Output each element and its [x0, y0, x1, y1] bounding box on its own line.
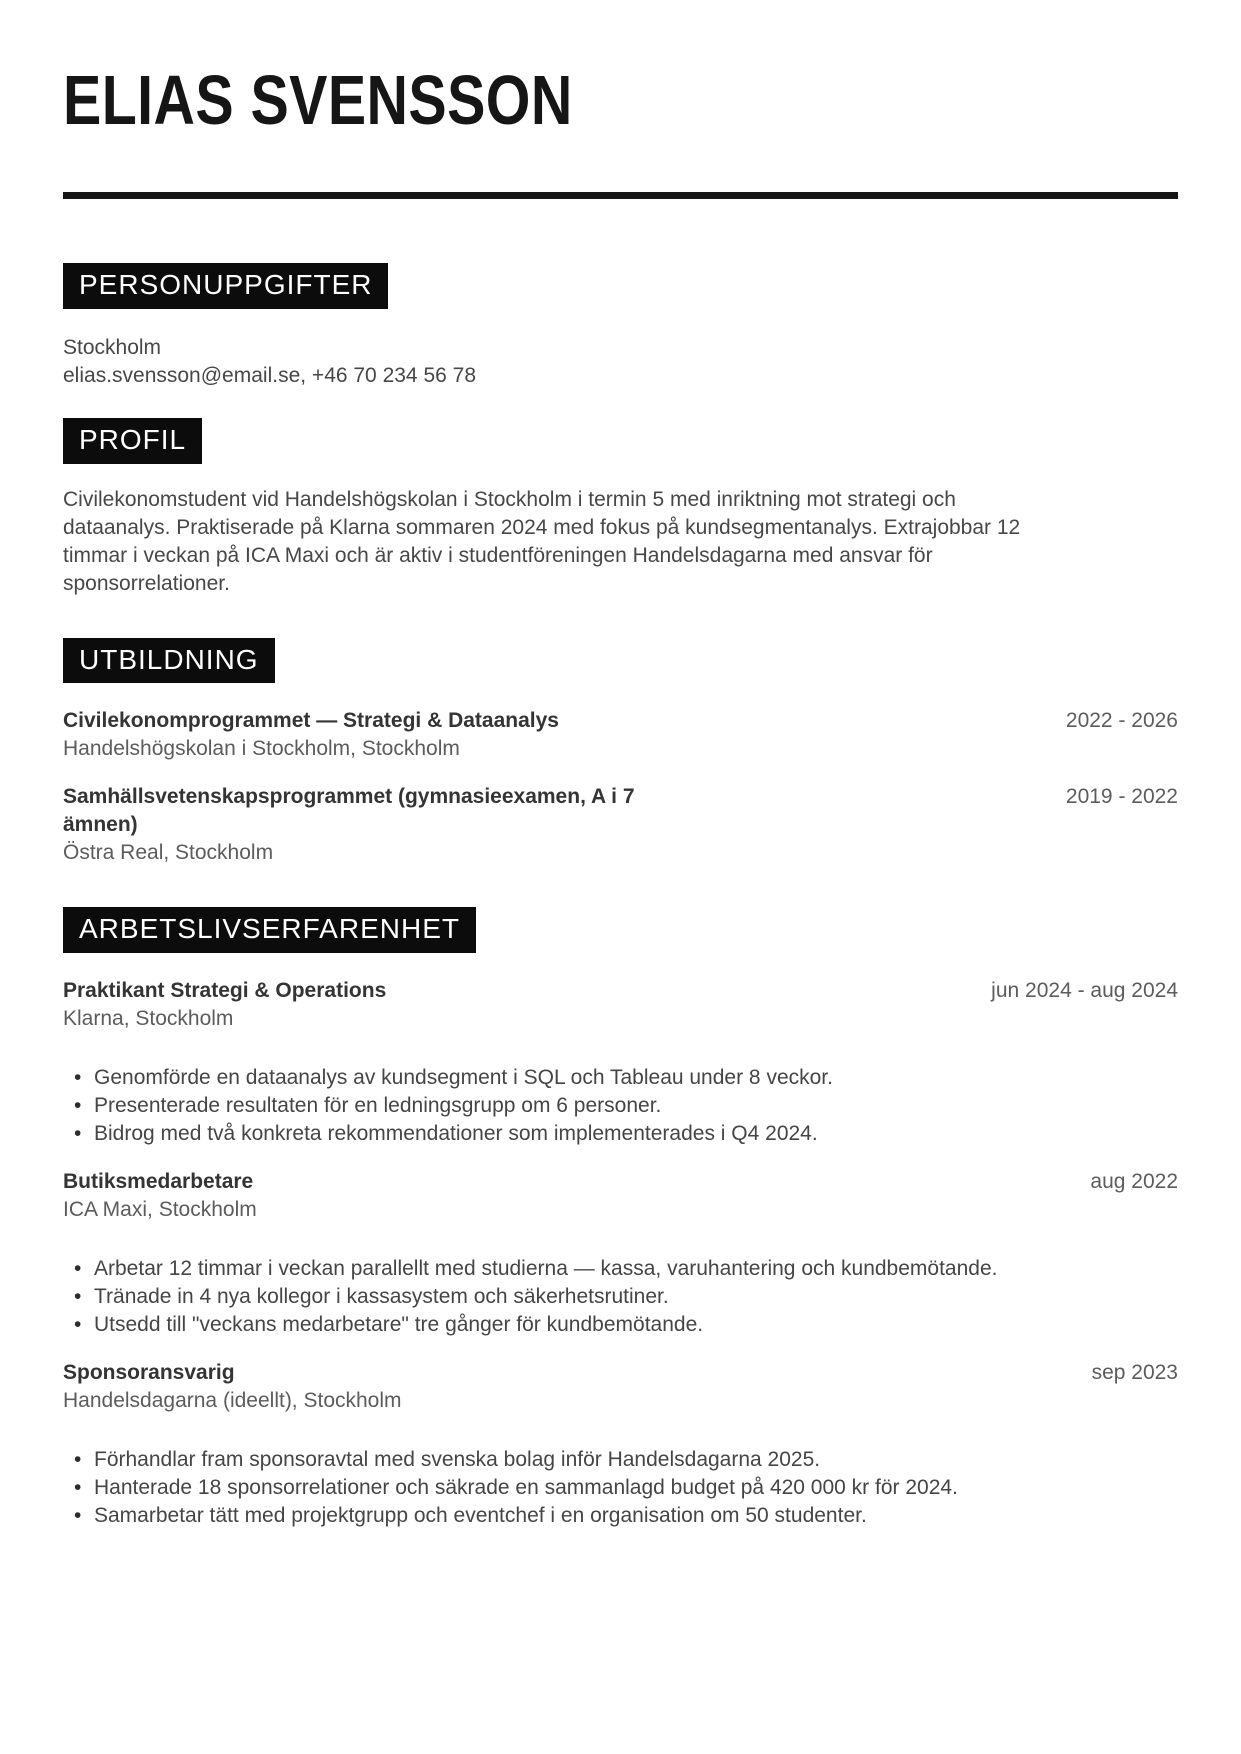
section-title-experience: ARBETSLIVSERFARENHET: [63, 907, 476, 953]
job-bullet: • Förhandlar fram sponsoravtal med svenska bolag inför Handelsdagarna 2025.: [63, 1446, 1178, 1474]
education-entry-header: [63, 707, 1178, 735]
job-bullet: • Utsedd till "veckans medarbetare" tre gånger för kundbemötande.: [63, 1311, 1178, 1339]
job-bullet: • Tränade in 4 nya kollegor i kassasystem och säkerhetsrutiner.: [63, 1283, 1178, 1311]
education-entry: [63, 707, 1178, 763]
job-bullet-list: [63, 1064, 1178, 1148]
section-profile: [63, 390, 1178, 598]
education-entry-header: [63, 783, 1178, 839]
school-name: Handelshögskolan i Stockholm, Stockholm: [63, 737, 460, 761]
experience-entry-header: [63, 1168, 1178, 1196]
job-title: Butiksmedarbetare: [63, 1170, 254, 1194]
job-bullet: • Arbetar 12 timmar i veckan parallellt med studierna — kassa, varuhantering och kundbemötande.: [63, 1255, 1178, 1283]
job-bullet: • Bidrog med två konkreta rekommendationer som implementerades i Q4 2024.: [63, 1120, 1178, 1148]
degree-title: Civilekonomprogrammet — Strategi & Dataanalys: [63, 709, 559, 733]
location-text: Stockholm: [63, 335, 162, 359]
school-name: Östra Real, Stockholm: [63, 841, 274, 865]
experience-entry-header: [63, 1359, 1178, 1387]
job-bullet: • Samarbetar tätt med projektgrupp och eventchef i en organisation om 50 studenter.: [63, 1502, 1178, 1530]
section-education: [63, 598, 1178, 868]
section-title-education: UTBILDNING: [63, 638, 275, 684]
job-bullet: • Genomförde en dataanalys av kundsegment i SQL och Tableau under 8 veckor.: [63, 1064, 1178, 1092]
job-title: Sponsoransvarig: [63, 1361, 235, 1385]
contact-block: [63, 334, 1178, 390]
page-title: ELIAS SVENSSON: [63, 61, 573, 139]
profile-summary: Civilekonomstudent vid Handelshögskolan i Stockholm i termin 5 med inriktning mot strategi och dataanalys. Praktiserade på Klarna sommaren 2024 med fokus på kundsegmentanalys. Extrajobbar 12 timmar i veckan på ICA Maxi och är aktiv i studentföreningen Handelsdagarna med ansvar för sponsorrelationer.: [63, 487, 1021, 595]
section-experience: [63, 867, 1178, 1530]
experience-entry-header: [63, 977, 1178, 1005]
degree-dates: 2022 - 2026: [1065, 709, 1178, 733]
job-dates: aug 2022: [1090, 1170, 1178, 1194]
degree-dates: 2019 - 2022: [1065, 785, 1178, 809]
job-dates: jun 2024 - aug 2024: [991, 979, 1178, 1003]
section-title-profile: PROFIL: [63, 418, 202, 464]
job-bullet: • Hanterade 18 sponsorrelationer och säkrade en sammanlagd budget på 420 000 kr för 2024.: [63, 1474, 1178, 1502]
job-bullet-list: [63, 1255, 1178, 1339]
job-title: Praktikant Strategi & Operations: [63, 979, 387, 1003]
employer-name: Klarna, Stockholm: [63, 1007, 234, 1031]
experience-entry: [63, 977, 1178, 1148]
employer-name: ICA Maxi, Stockholm: [63, 1198, 257, 1222]
section-personal: [63, 199, 1178, 390]
experience-entry: [63, 1359, 1178, 1530]
degree-title: Samhällsvetenskapsprogrammet (gymnasieexamen, A i 7 ämnen): [63, 785, 635, 837]
section-title-personal: PERSONUPPGIFTER: [63, 263, 388, 309]
contact-text: elias.svensson@email.se, +46 70 234 56 78: [63, 363, 476, 387]
divider-rule: [63, 192, 1178, 199]
job-dates: sep 2023: [1091, 1361, 1178, 1385]
experience-entry: [63, 1168, 1178, 1339]
education-entry: [63, 783, 1178, 867]
employer-name: Handelsdagarna (ideellt), Stockholm: [63, 1389, 402, 1413]
job-bullet: • Presenterade resultaten för en ledningsgrupp om 6 personer.: [63, 1092, 1178, 1120]
job-bullet-list: [63, 1446, 1178, 1530]
